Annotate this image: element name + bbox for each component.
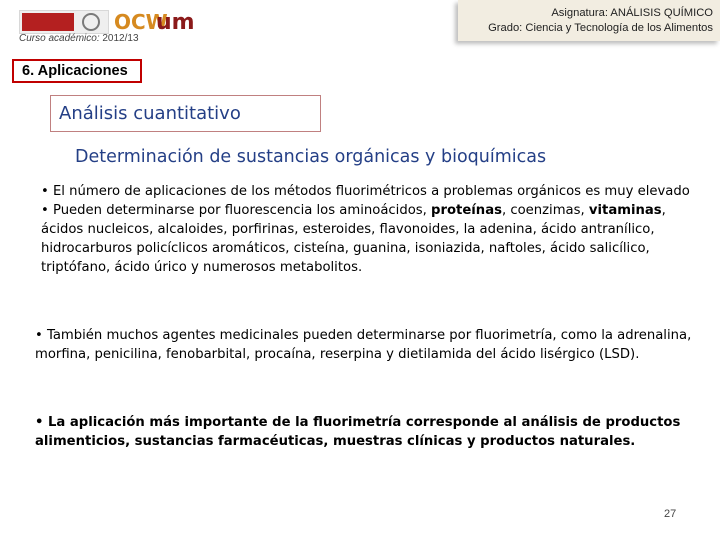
paragraph-main-application: • La aplicación más importante de la fluorimetría corresponde al análisis de productos alimenticios, sustancias farmacéuticas, muestras clínicas y productos naturales. (35, 415, 681, 449)
university-logo-red-band (22, 13, 74, 31)
subject-header (458, 0, 720, 41)
university-logo (19, 10, 109, 34)
bullet-applications-count: • El número de aplicaciones de los métodos fluorimétricos a problemas orgánicos es muy elevado (41, 184, 690, 199)
subject-line: Asignatura: ANÁLISIS QUÍMICO (551, 7, 713, 19)
slide-subtitle: Determinación de sustancias orgánicas y bioquímicas (75, 147, 547, 167)
course-label: Curso académico: (19, 33, 100, 44)
text-segment: , coenzimas, (501, 203, 589, 218)
course-year: 2012/13 (102, 33, 139, 44)
section-title: 6. Aplicaciones (12, 59, 142, 83)
highlight-vitamins: vitaminas (588, 203, 662, 218)
bullet-determinable-substances (41, 201, 691, 277)
paragraph-medicinal-agents: • También muchos agentes medicinales pueden determinarse por fluorimetría, como la adrenalina, morfina, penicilina, fenobarbital, procaína, reserpina y dietilamida del ácido lisérgico (LSD). (35, 328, 692, 362)
topic-title: Análisis cuantitativo (50, 95, 321, 132)
text-segment: , ácidos nucleicos, alcaloides, porfirinas, esteroides, flavonoides, la adenina, ácido antranílico, hidrocarburos policíclicos aromáticos, cisteína, guanina, isoniazida, naftoles, ácido salicílico, triptófano, ácido úrico y numerosos metabolitos. (41, 203, 666, 275)
university-crest-icon (82, 13, 100, 31)
page-number: 27 (664, 508, 677, 520)
text-segment: • Pueden determinarse por fluorescencia los aminoácidos, (41, 203, 432, 218)
um-logo-text: um (156, 10, 195, 34)
ocw-logo-text: OCW (114, 10, 168, 34)
paragraph-applications (41, 182, 691, 277)
highlight-proteins: proteínas (431, 203, 502, 218)
ocw-um-logo (114, 8, 198, 34)
course-year-label (19, 33, 139, 44)
degree-line: Grado: Ciencia y Tecnología de los Alimentos (488, 22, 713, 34)
